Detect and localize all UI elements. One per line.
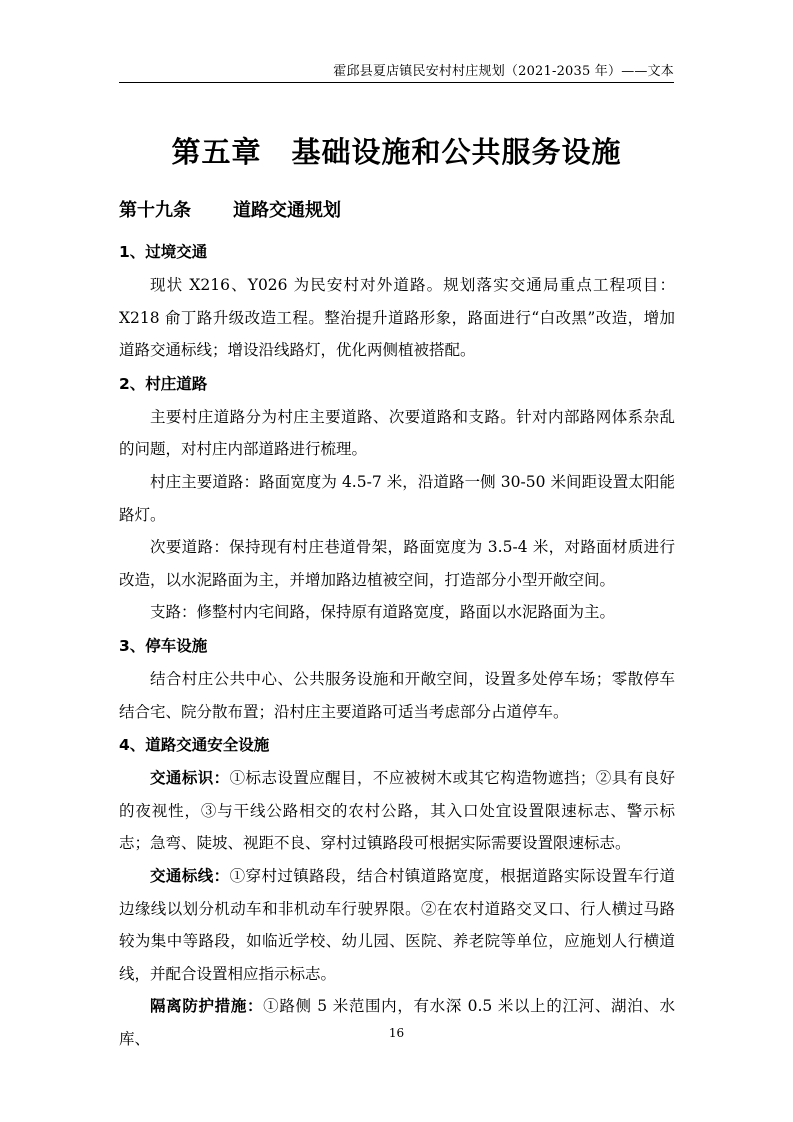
section-heading-parking: 3、停车设施 bbox=[119, 636, 208, 655]
item-text: ①路侧 5 米范围内，有水深 0.5 米以上的江河、湖泊、水库、 bbox=[119, 997, 675, 1048]
section-heading-transit: 1、过境交通 bbox=[119, 243, 208, 261]
paragraph: 支路：修整村内宅间路，保持原有道路宽度，路面以水泥路面为主。 bbox=[150, 603, 616, 622]
paragraph: 结合村庄公共中心、公共服务设施和开敞空间，设置多处停车场；零散停车结合宅、院分散布置；沿村庄主要道路可适当考虑部分占道停车。 bbox=[119, 669, 675, 721]
item-label: 隔离防护措施： bbox=[150, 997, 264, 1016]
paragraph-road-markings bbox=[119, 860, 675, 990]
item-label: 交通标线： bbox=[150, 866, 230, 885]
section-heading-village-roads: 2、村庄道路 bbox=[119, 374, 208, 393]
running-header: 霍邱县夏店镇民安村村庄规划（2021-2035 年）——文本 bbox=[119, 60, 674, 83]
paragraph: 次要道路：保持现有村庄巷道骨架，路面宽度为 3.5-4 米，对路面材质进行改造，以水泥路面为主，并增加路边植被空间，打造部分小型开敞空间。 bbox=[119, 538, 675, 589]
article-title: 道路交通规划 bbox=[233, 200, 341, 221]
item-text: ①穿村过镇路段，结合村镇道路宽度，根据道路实际设置车行道边缘线以划分机动车和非机动车行驶界限。②在农村道路交叉口、行人横过马路较为集中等路段，如临近学校、幼儿园、医院、养老院等单位，应施划人行横道线，并配合设置相应指示标志。 bbox=[119, 866, 675, 983]
chapter-number: 第五章 bbox=[171, 135, 262, 169]
paragraph: 主要村庄道路分为村庄主要道路、次要道路和支路。针对内部路网体系杂乱的问题，对村庄内部道路进行梳理。 bbox=[119, 407, 675, 459]
paragraph: 现状 X216、Y026 为民安村对外道路。规划落实交通局重点工程项目：X218 俞丁路升级改造工程。整治提升道路形象，路面进行“白改黑”改造，增加道路交通标线；增设沿线路灯，优化两侧植被搭配。 bbox=[119, 276, 675, 360]
paragraph: 村庄主要道路：路面宽度为 4.5-7 米，沿道路一侧 30-50 米间距设置太阳能路灯。 bbox=[119, 472, 675, 524]
section-heading-safety-facilities: 4、道路交通安全设施 bbox=[119, 736, 270, 755]
article-heading bbox=[119, 196, 341, 222]
paragraph-traffic-signs bbox=[119, 762, 675, 860]
article-number: 第十九条 bbox=[119, 200, 191, 221]
article-body bbox=[119, 235, 675, 1055]
item-label: 交通标识： bbox=[150, 769, 230, 788]
chapter-title: 基础设施和公共服务设施 bbox=[291, 135, 622, 169]
chapter-heading bbox=[0, 130, 793, 171]
page-number: 16 bbox=[388, 1026, 405, 1040]
paragraph-barriers bbox=[119, 990, 675, 1055]
item-text: ①标志设置应醒目，不应被树木或其它构造物遮挡；②具有良好的夜视性，③与干线公路相交的农村公路，其入口处宜设置限速标志、警示标志；急弯、陡坡、视距不良、穿村过镇路段可根据实际需要设置限速标志。 bbox=[119, 769, 675, 853]
